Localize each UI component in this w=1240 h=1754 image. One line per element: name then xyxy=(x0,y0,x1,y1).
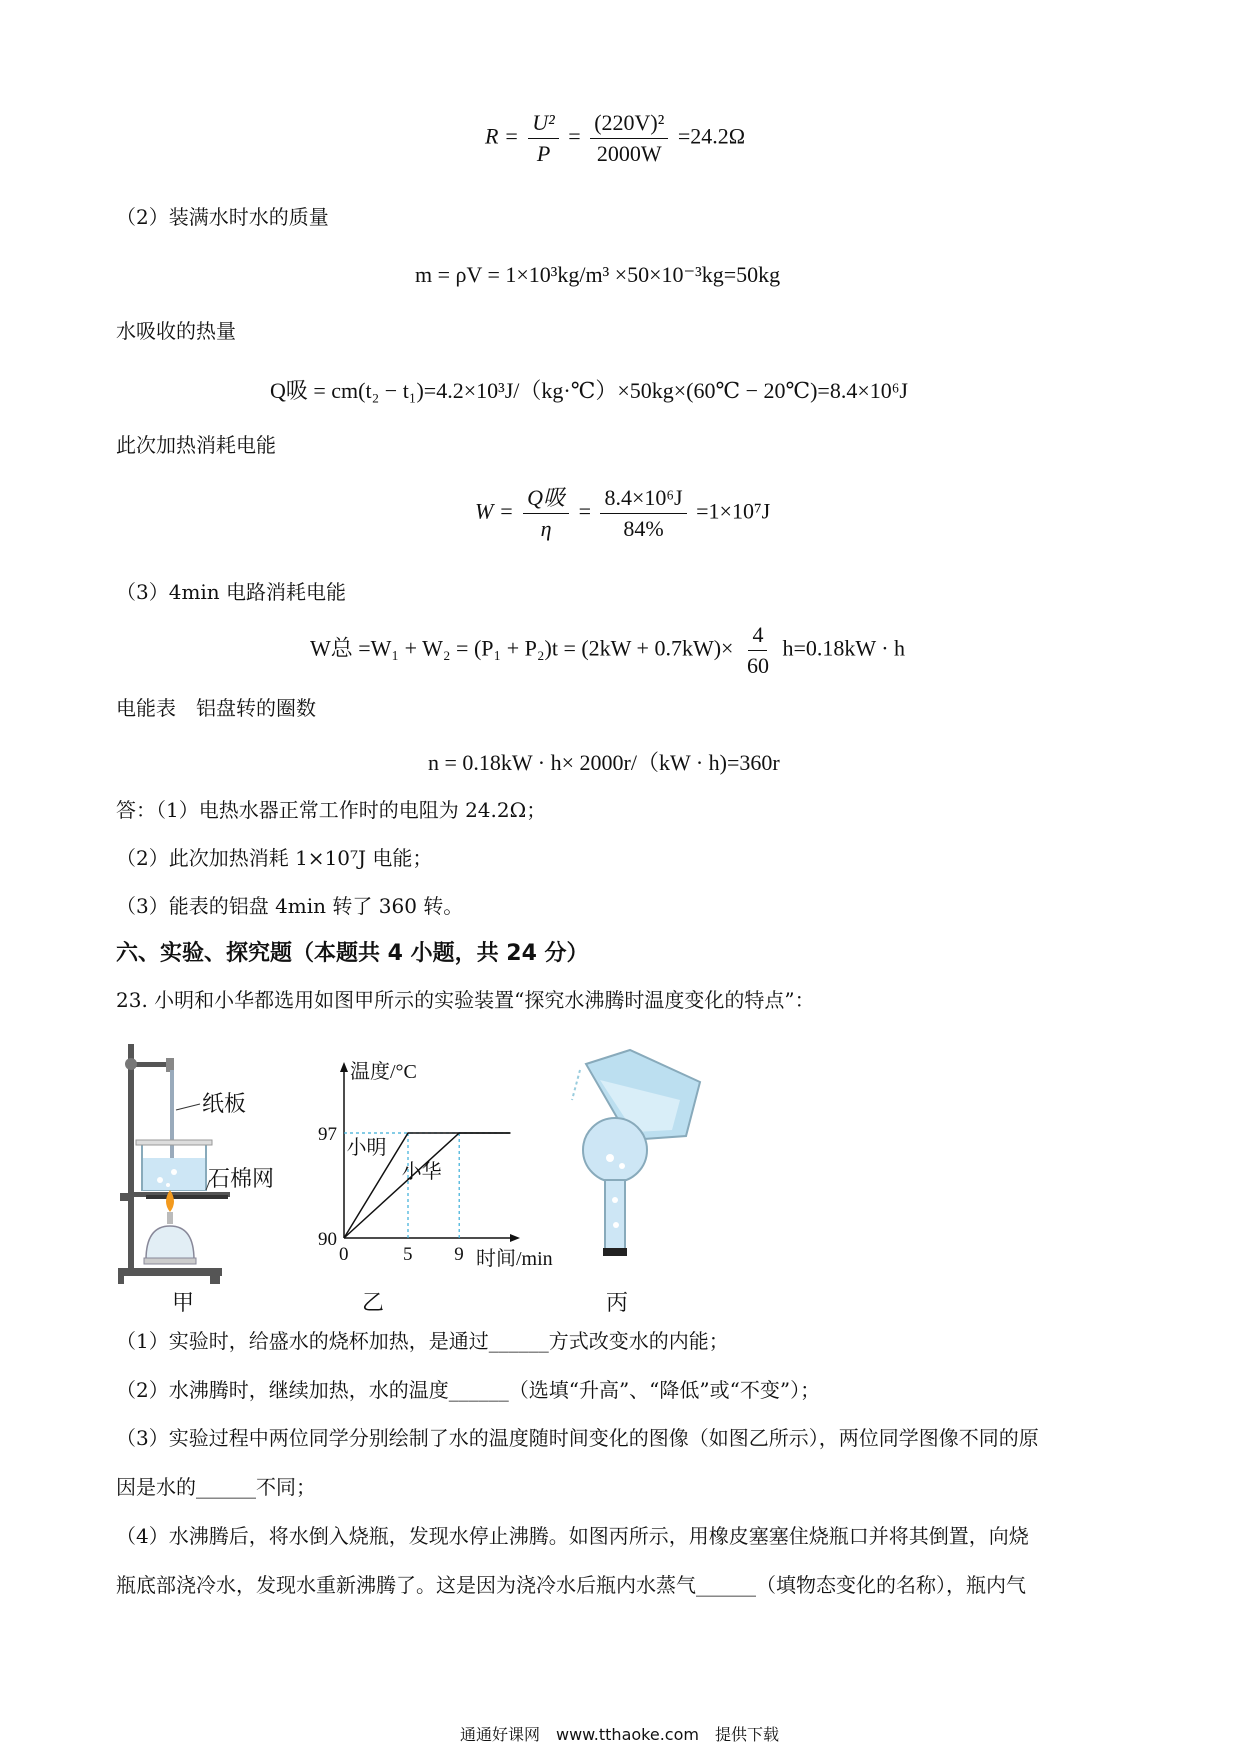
answer-2: （2）此次加热消耗 1×10⁷J 电能； xyxy=(116,846,433,870)
section-heading: 六、实验、探究题（本题共 4 小题，共 24 分） xyxy=(116,941,589,966)
sub-question-4b: 瓶底部浇冷水，发现水重新沸腾了。这是因为浇冷水后瓶内水蒸气______（填物态变化的名称），瓶内气 xyxy=(116,1573,1026,1597)
f5-rhs: h=0.18kW · h xyxy=(782,635,906,661)
question-23: 23. 小明和小华都选用如图甲所示的实验装置“探究水沸腾时温度变化的特点”： xyxy=(116,988,815,1012)
f4-frac2 xyxy=(600,485,686,542)
f4-den2: 84% xyxy=(623,516,664,541)
f5-lhs: W总 =W₁ + W₂ = (P₁ + P₂)t = (2kW + 0.7kW)× xyxy=(310,635,734,661)
formula-heat: Q吸 = cm(t₂ − t₁)=4.2×10³J/（kg·℃）×50kg×(60℃ − 20℃)=8.4×10⁶J xyxy=(270,378,908,403)
label-jia: 甲 xyxy=(172,1290,195,1315)
answer-1: 答：（1）电热水器正常工作时的电阻为 24.2Ω； xyxy=(116,798,547,822)
f5-num: 4 xyxy=(748,622,767,651)
f4-lhs: W = xyxy=(475,498,514,524)
answer-3: （3）能表的铝盘 4min 转了 360 转。 xyxy=(116,894,464,918)
f1-den2: 2000W xyxy=(596,141,662,166)
f5-den: 60 xyxy=(746,653,769,678)
f4-num: Q吸 xyxy=(527,485,566,510)
flask-bing xyxy=(572,1050,700,1256)
formula-mass: m = ρV = 1×10³kg/m³ ×50×10⁻³kg=50kg xyxy=(415,262,781,287)
label-bing: 丙 xyxy=(606,1290,629,1315)
y-tick-0: 97 xyxy=(318,1124,337,1145)
sub-question-3a: （3）实验过程中两位同学分别绘制了水的温度随时间变化的图像（如图乙所示），两位同学图像不同的原 xyxy=(116,1426,1039,1450)
f4-mid: = xyxy=(578,498,591,524)
sub-question-1: （1）实验时，给盛水的烧杯加热，是通过______方式改变水的内能； xyxy=(116,1329,729,1353)
sub-question-4a: （4）水沸腾后，将水倒入烧瓶，发现水停止沸腾。如图丙所示，用橡皮塞塞住烧瓶口并将其倒置，向烧 xyxy=(116,1524,1029,1548)
sub-question-3b: 因是水的______不同； xyxy=(116,1475,316,1499)
f4-num2: 8.4×10⁶J xyxy=(600,485,686,514)
label-yi: 乙 xyxy=(362,1290,385,1315)
formula-work xyxy=(475,485,770,542)
f4-rhs: =1×10⁷J xyxy=(696,498,771,524)
f1-num: U² xyxy=(532,110,555,135)
x-tick-1: 5 xyxy=(403,1244,413,1265)
x-axis-arrow xyxy=(510,1234,520,1242)
series-label-1: 小华 xyxy=(401,1161,442,1183)
line-heat-absorbed: 水吸收的热量 xyxy=(116,319,236,343)
f1-lhs: R = xyxy=(485,123,519,149)
figures-area xyxy=(110,1040,730,1315)
series-label-0: 小明 xyxy=(346,1137,387,1159)
f1-mid: = xyxy=(568,123,581,149)
f4-frac1 xyxy=(523,485,569,542)
chart-yi xyxy=(318,1060,553,1270)
footer: 通通好课网 www.tthaoke.com 提供下载 xyxy=(460,1725,779,1744)
label-shimianwang: 石棉网 xyxy=(208,1166,275,1191)
y-axis-label: 温度/°C xyxy=(350,1061,417,1083)
label-zhiban: 纸板 xyxy=(202,1091,247,1116)
line-energy-consumed: 此次加热消耗电能 xyxy=(116,433,276,457)
x-axis-label: 时间/min xyxy=(476,1248,553,1270)
f1-den: P xyxy=(536,141,551,166)
f1-frac1 xyxy=(528,110,558,167)
f1-rhs: =24.2Ω xyxy=(677,123,746,149)
apparatus-jia xyxy=(118,1044,230,1284)
y-tick-1: 90 xyxy=(318,1229,337,1250)
x-tick-2: 9 xyxy=(454,1244,464,1265)
formula-total-work xyxy=(310,622,905,679)
formula-resistance xyxy=(485,110,745,167)
formula-turns: n = 0.18kW · h× 2000r/（kW · h)=360r xyxy=(428,750,780,775)
line-meter-turns: 电能表 铝盘转的圈数 xyxy=(116,696,316,720)
line-4min-energy: （3）4min 电路消耗电能 xyxy=(116,580,347,604)
x-tick-0: 0 xyxy=(339,1244,349,1265)
line-water-mass: （2）装满水时水的质量 xyxy=(116,205,329,229)
f5-frac xyxy=(743,622,773,679)
f1-num2: (220V)² xyxy=(590,110,668,139)
sub-question-2: （2）水沸腾时，继续加热，水的温度______（选填“升高”、“降低”或“不变”）； xyxy=(116,1378,821,1402)
y-axis-arrow xyxy=(340,1062,348,1072)
f1-frac2 xyxy=(590,110,668,167)
f4-den: η xyxy=(540,516,552,541)
